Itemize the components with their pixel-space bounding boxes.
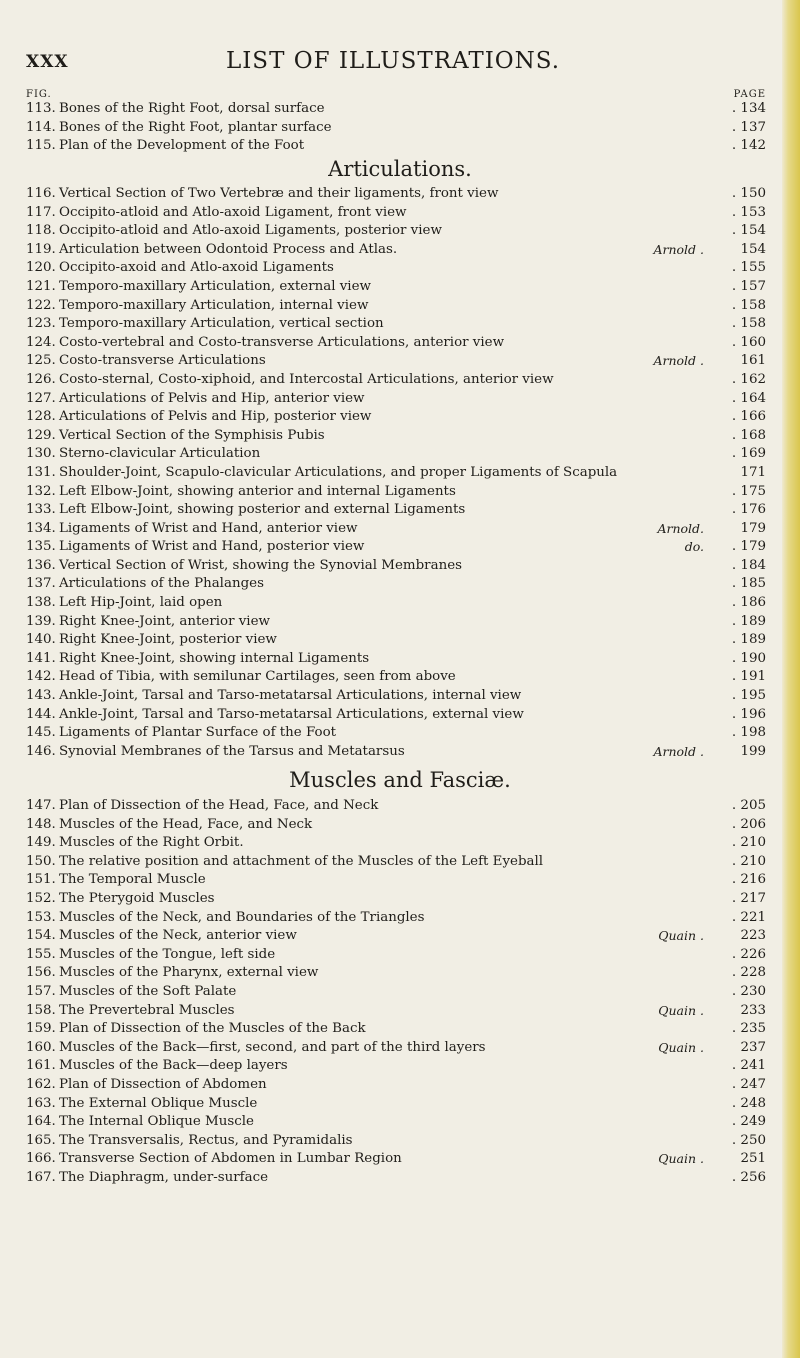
figure-number: 121. (26, 278, 56, 294)
figure-number: 125. (26, 353, 56, 369)
figure-number: 148. (26, 816, 56, 832)
figure-title: Ligaments of Wrist and Hand, posterior view (59, 539, 365, 555)
figure-title: The Transversalis, Rectus, and Pyramidalis (59, 1132, 353, 1148)
page-folio: XXX (26, 52, 69, 72)
list-item (26, 983, 766, 1002)
page-number: 154 (740, 241, 766, 257)
page-number: . 235 (731, 1021, 766, 1037)
page-number: . 158 (731, 297, 766, 313)
list-item (26, 1150, 766, 1169)
figure-source: Arnold . (653, 743, 704, 759)
figure-source: Arnold . (653, 353, 704, 369)
figure-title: Ligaments of Wrist and Hand, anterior view (59, 520, 358, 536)
figure-number: 130. (26, 446, 56, 462)
list-item (26, 100, 766, 119)
figure-number: 147. (26, 798, 56, 813)
page-number: . 191 (731, 669, 766, 685)
section-entries (26, 797, 766, 1187)
page-number: . 256 (731, 1169, 766, 1185)
figure-title: Ankle-Joint, Tarsal and Tarso-metatarsal Articulations, external view (59, 706, 524, 722)
list-item (26, 204, 766, 223)
list-item (26, 927, 766, 946)
page-number: . 157 (731, 278, 766, 294)
page-number: 171 (740, 464, 766, 480)
list-item (26, 557, 766, 576)
list-item (26, 259, 766, 278)
figure-title: Articulations of the Phalanges (59, 576, 264, 592)
list-item (26, 408, 766, 427)
page-number: . 206 (731, 816, 766, 832)
figure-title: Plan of Dissection of the Muscles of the Back (59, 1021, 366, 1037)
figure-number: 167. (26, 1169, 56, 1185)
figure-number: 119. (26, 241, 56, 257)
page-number: 179 (740, 520, 766, 536)
list-item (26, 1002, 766, 1021)
figure-number: 133. (26, 502, 56, 518)
page-number: 237 (740, 1039, 766, 1055)
list-item (26, 1020, 766, 1039)
figure-title: The External Oblique Muscle (59, 1095, 258, 1111)
page-number: . 154 (731, 223, 766, 239)
figure-number: 143. (26, 688, 56, 704)
page-number: . 179 (731, 539, 766, 555)
page-number: 199 (740, 743, 766, 759)
page-number: 233 (740, 1002, 766, 1018)
figure-title: Temporo-maxillary Articulation, vertical section (59, 316, 384, 332)
figure-title: Vertical Section of the Symphisis Pubis (59, 427, 325, 443)
list-item (26, 390, 766, 409)
figure-number: 162. (26, 1076, 56, 1092)
figure-title: The Internal Oblique Muscle (59, 1114, 254, 1130)
list-item (26, 909, 766, 928)
page-number: . 210 (731, 835, 766, 851)
figure-title: Muscles of the Tongue, left side (59, 946, 276, 962)
figure-number: 122. (26, 297, 56, 313)
figure-title: Occipito-atloid and Atlo-axoid Ligaments, posterior view (59, 223, 442, 239)
list-item (26, 964, 766, 983)
figure-title: Articulations of Pelvis and Hip, anterior view (59, 390, 365, 406)
list-item (26, 946, 766, 965)
page-number: . 166 (731, 409, 766, 425)
list-item (26, 334, 766, 353)
figure-number: 163. (26, 1095, 56, 1111)
figure-source: Quain . (658, 928, 704, 944)
figure-title: Right Knee-Joint, posterior view (59, 632, 277, 648)
list-item (26, 352, 766, 371)
page-number: . 169 (731, 446, 766, 462)
figure-number: 161. (26, 1058, 56, 1074)
figure-number: 155. (26, 946, 56, 962)
figure-number: 149. (26, 835, 56, 851)
figure-title: Left Elbow-Joint, showing posterior and external Ligaments (59, 502, 466, 518)
list-item (26, 483, 766, 502)
figure-number: 120. (26, 260, 56, 276)
page-number: . 168 (731, 427, 766, 443)
figure-title: Muscles of the Soft Palate (59, 983, 237, 999)
figure-title: Occipito-atloid and Atlo-axoid Ligament, front view (59, 204, 407, 220)
figure-title: Left Hip-Joint, laid open (59, 595, 223, 611)
figure-number: 142. (26, 669, 56, 685)
page-number: . 153 (731, 204, 766, 220)
section-heading: Articulations. (328, 157, 472, 181)
list-item (26, 834, 766, 853)
figure-title: Vertical Section of Wrist, showing the Synovial Membranes (59, 557, 462, 573)
page-number: . 248 (731, 1095, 766, 1111)
figure-title: Muscles of the Right Orbit. (59, 835, 244, 851)
list-item (26, 594, 766, 613)
figure-number: 131. (26, 464, 56, 480)
figure-title: The Prevertebral Muscles (59, 1002, 235, 1018)
list-item (26, 797, 766, 816)
figure-title: Occipito-axoid and Atlo-axoid Ligaments (59, 260, 334, 276)
page-edge (782, 0, 800, 1358)
page-number: . 196 (731, 706, 766, 722)
figure-title: Costo-vertebral and Costo-transverse Articulations, anterior view (59, 334, 505, 350)
list-item (26, 371, 766, 390)
figure-number: 154. (26, 928, 56, 944)
figure-number: 153. (26, 909, 56, 925)
list-item (26, 445, 766, 464)
figure-title: Plan of Dissection of Abdomen (59, 1076, 267, 1092)
list-item (26, 315, 766, 334)
figure-number: 158. (26, 1002, 56, 1018)
list-item (26, 185, 766, 204)
list-item (26, 119, 766, 138)
page-number: . 184 (731, 557, 766, 573)
figure-number: 139. (26, 613, 56, 629)
figure-number: 113. (26, 101, 56, 116)
list-item (26, 520, 766, 539)
page-number: . 190 (731, 650, 766, 666)
running-title: LIST OF ILLUSTRATIONS. (225, 48, 561, 74)
list-item (26, 871, 766, 890)
list-item (26, 613, 766, 632)
list-item (26, 137, 766, 156)
list-item (26, 1095, 766, 1114)
page-number: . 216 (731, 872, 766, 888)
list-item (26, 1057, 766, 1076)
figure-title: Head of Tibia, with semilunar Cartilages, seen from above (59, 669, 456, 685)
section-entries (26, 100, 766, 156)
page-number: 161 (740, 353, 766, 369)
page-number: . 195 (731, 688, 766, 704)
list-item (26, 241, 766, 260)
figure-number: 140. (26, 632, 56, 648)
figure-title: Transverse Section of Abdomen in Lumbar Region (59, 1151, 402, 1167)
page-number: . 189 (731, 632, 766, 648)
page-number: . 155 (731, 260, 766, 276)
figure-number: 129. (26, 427, 56, 443)
page-number: . 210 (731, 853, 766, 869)
page-number: . 137 (731, 119, 766, 135)
figure-title: Sterno-clavicular Articulation (59, 446, 261, 462)
figure-title: The Diaphragm, under-surface (59, 1169, 269, 1185)
figure-title: Right Knee-Joint, anterior view (59, 613, 270, 629)
section-heading: Muscles and Fasciæ. (289, 768, 511, 792)
figure-number: 157. (26, 983, 56, 999)
figure-source: Quain . (658, 1002, 704, 1018)
figure-source: Arnold . (653, 241, 704, 257)
figure-number: 137. (26, 576, 56, 592)
list-item (26, 538, 766, 557)
figure-number: 136. (26, 557, 56, 573)
page-number: . 160 (731, 334, 766, 350)
list-item (26, 464, 766, 483)
figure-title: Bones of the Right Foot, plantar surface (59, 119, 332, 135)
page-number: . 185 (731, 576, 766, 592)
figure-number: 124. (26, 334, 56, 350)
figure-number: 166. (26, 1151, 56, 1167)
page-number: . 186 (731, 595, 766, 611)
figure-title: Muscles of the Neck, anterior view (59, 928, 297, 944)
figure-number: 164. (26, 1114, 56, 1130)
list-item (26, 743, 766, 762)
page-number: . 205 (731, 798, 766, 813)
page-number: . 228 (731, 965, 766, 981)
figure-number: 141. (26, 650, 56, 666)
figure-number: 127. (26, 390, 56, 406)
figure-title: Bones of the Right Foot, dorsal surface (59, 101, 325, 116)
figure-number: 150. (26, 853, 56, 869)
list-item (26, 1039, 766, 1058)
figure-number: 156. (26, 965, 56, 981)
figure-number: 165. (26, 1132, 56, 1148)
figure-number: 151. (26, 872, 56, 888)
list-item (26, 724, 766, 743)
list-item (26, 890, 766, 909)
figure-number: 144. (26, 706, 56, 722)
figure-title: The relative position and attachment of the Muscles of the Left Eyeball (59, 853, 544, 869)
figure-number: 114. (26, 119, 56, 135)
figure-title: Muscles of the Neck, and Boundaries of the Triangles (59, 909, 425, 925)
figure-title: Muscles of the Back—first, second, and part of the third layers (59, 1039, 486, 1055)
page-number: . 226 (731, 946, 766, 962)
page-number: . 249 (731, 1114, 766, 1130)
list-item (26, 650, 766, 669)
list-item (26, 1076, 766, 1095)
list-item (26, 1132, 766, 1151)
figure-source: Quain . (658, 1151, 704, 1167)
figure-title: Plan of the Development of the Foot (59, 138, 305, 154)
figure-title: Synovial Membranes of the Tarsus and Metatarsus (59, 743, 405, 759)
figure-title: Articulation between Odontoid Process and Atlas. (59, 241, 398, 257)
page-number: . 175 (731, 483, 766, 499)
figure-number: 134. (26, 520, 56, 536)
figure-title: The Pterygoid Muscles (59, 890, 215, 906)
page-number: . 250 (731, 1132, 766, 1148)
list-item (26, 297, 766, 316)
figure-title: Muscles of the Pharynx, external view (59, 965, 319, 981)
figure-number: 126. (26, 371, 56, 387)
page-number: . 176 (731, 502, 766, 518)
figure-number: 123. (26, 316, 56, 332)
figure-source: Quain . (658, 1039, 704, 1055)
page-number: . 221 (731, 909, 766, 925)
page-number: . 158 (731, 316, 766, 332)
page-number: 251 (740, 1151, 766, 1167)
figure-title: Ankle-Joint, Tarsal and Tarso-metatarsal Articulations, internal view (59, 688, 522, 704)
figure-title: Costo-sternal, Costo-xiphoid, and Intercostal Articulations, anterior view (59, 371, 554, 387)
figure-title: Muscles of the Head, Face, and Neck (59, 816, 313, 832)
list-item (26, 278, 766, 297)
page-header (26, 48, 760, 76)
figure-title: Temporo-maxillary Articulation, external view (59, 278, 371, 294)
list-item (26, 668, 766, 687)
figure-number: 152. (26, 890, 56, 906)
figure-number: 159. (26, 1021, 56, 1037)
section-entries (26, 185, 766, 761)
figure-number: 115. (26, 138, 56, 154)
page-number: . 142 (731, 138, 766, 154)
figure-title: Ligaments of Plantar Surface of the Foot (59, 725, 337, 741)
list-item (26, 706, 766, 725)
figure-number: 117. (26, 204, 56, 220)
figure-source: do. (684, 539, 704, 555)
figure-title: Left Elbow-Joint, showing anterior and internal Ligaments (59, 483, 456, 499)
figure-source: Arnold. (657, 520, 704, 536)
list-item (26, 853, 766, 872)
list-item (26, 1169, 766, 1188)
page-number: . 247 (731, 1076, 766, 1092)
fig-column-heading: FIG. (26, 89, 52, 100)
list-item (26, 575, 766, 594)
page-number: . 164 (731, 390, 766, 406)
figure-number: 135. (26, 539, 56, 555)
figure-number: 132. (26, 483, 56, 499)
list-item (26, 501, 766, 520)
page-number: . 134 (731, 101, 766, 116)
page-number: . 217 (731, 890, 766, 906)
figure-title: The Temporal Muscle (59, 872, 206, 888)
figure-number: 118. (26, 223, 56, 239)
figure-title: Vertical Section of Two Vertebræ and their ligaments, front view (59, 186, 499, 201)
page-column-heading: PAGE (733, 89, 766, 100)
figure-number: 128. (26, 409, 56, 425)
figure-number: 145. (26, 725, 56, 741)
figure-number: 146. (26, 743, 56, 759)
list-item (26, 427, 766, 446)
list-item (26, 631, 766, 650)
figure-title: Articulations of Pelvis and Hip, posterior view (59, 409, 372, 425)
figure-number: 116. (26, 186, 56, 201)
figure-number: 138. (26, 595, 56, 611)
list-item (26, 816, 766, 835)
page-number: . 230 (731, 983, 766, 999)
page-number: . 150 (731, 186, 766, 201)
figure-title: Costo-transverse Articulations (59, 353, 266, 369)
figure-title: Plan of Dissection of the Head, Face, and Neck (59, 798, 379, 813)
figure-number: 160. (26, 1039, 56, 1055)
list-item (26, 222, 766, 241)
figure-title: Shoulder-Joint, Scapulo-clavicular Articulations, and proper Ligaments of Scapula (59, 464, 618, 480)
page-number: . 198 (731, 725, 766, 741)
figure-title: Muscles of the Back—deep layers (59, 1058, 288, 1074)
page-number: . 189 (731, 613, 766, 629)
figure-title: Right Knee-Joint, showing internal Ligaments (59, 650, 370, 666)
page-number: . 162 (731, 371, 766, 387)
page-number: . 241 (731, 1058, 766, 1074)
list-item (26, 1113, 766, 1132)
page-number: 223 (740, 928, 766, 944)
figure-title: Temporo-maxillary Articulation, internal view (59, 297, 369, 313)
list-item (26, 687, 766, 706)
